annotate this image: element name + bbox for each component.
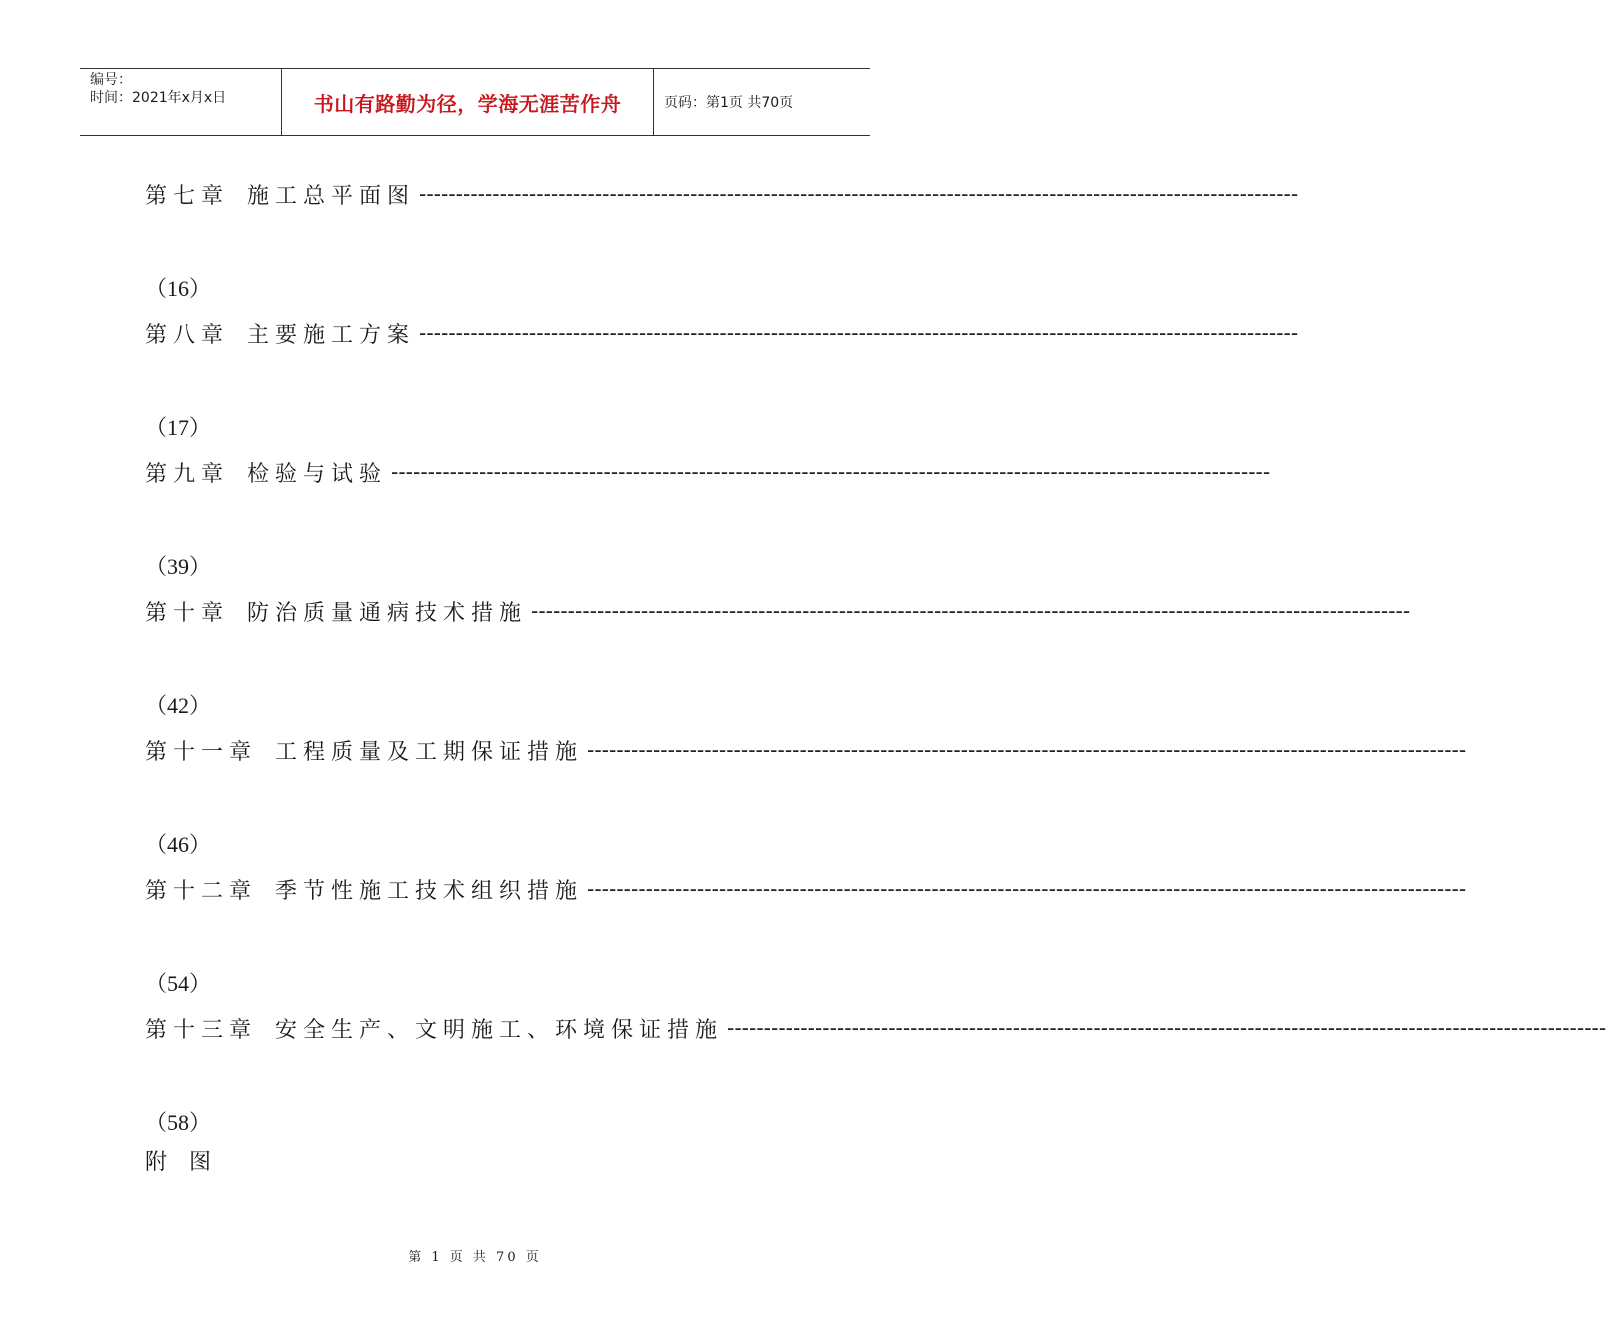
toc-entry bbox=[145, 311, 1299, 450]
document-number-label: 编号： bbox=[90, 72, 132, 88]
table-of-contents bbox=[145, 172, 1606, 1145]
toc-page: （46） bbox=[145, 832, 212, 857]
toc-page: （54） bbox=[145, 971, 212, 996]
toc-page: （39） bbox=[145, 554, 212, 579]
toc-entry bbox=[145, 172, 1299, 311]
page-header bbox=[80, 68, 870, 136]
toc-entry bbox=[145, 450, 1271, 589]
toc-chapter: 第九章 bbox=[145, 461, 230, 487]
toc-chapter: 第十三章 bbox=[145, 1017, 258, 1043]
toc-title: 安全生产、文明施工、环境保证措施 bbox=[275, 1017, 724, 1043]
toc-chapter: 第七章 bbox=[145, 183, 230, 209]
toc-page: （42） bbox=[145, 693, 212, 718]
toc-page: （16） bbox=[145, 276, 212, 301]
toc-entry bbox=[145, 728, 1467, 867]
toc-leader: ------------------------------------------------------------------------------------------------------------------------ bbox=[587, 876, 1467, 901]
toc-title: 防治质量通病技术措施 bbox=[247, 600, 528, 626]
toc-chapter: 第十章 bbox=[145, 600, 230, 626]
toc-chapter: 第十一章 bbox=[145, 739, 258, 765]
toc-entry bbox=[145, 867, 1467, 1006]
header-meta bbox=[80, 69, 282, 135]
toc-entry bbox=[145, 589, 1411, 728]
toc-page: （58） bbox=[145, 1110, 212, 1135]
header-page-info: 页码：第1页 共70页 bbox=[664, 95, 794, 111]
toc-title: 工程质量及工期保证措施 bbox=[275, 739, 584, 765]
header-motto-cell bbox=[282, 69, 654, 135]
toc-page: （17） bbox=[145, 415, 212, 440]
toc-title: 施工总平面图 bbox=[247, 183, 416, 209]
toc-chapter: 第十二章 bbox=[145, 878, 258, 904]
header-motto: 书山有路勤为径，学海无涯苦作舟 bbox=[313, 91, 622, 116]
toc-leader: ------------------------------------------------------------------------------------------------------------------------ bbox=[419, 181, 1299, 206]
toc-entry bbox=[145, 1006, 1606, 1145]
toc-title: 主要施工方案 bbox=[247, 322, 416, 348]
toc-leader: ------------------------------------------------------------------------------------------------------------------------ bbox=[391, 459, 1271, 484]
toc-title: 季节性施工技术组织措施 bbox=[275, 878, 584, 904]
document-time: 时间：2021年x月x日 bbox=[90, 90, 227, 106]
toc-leader: ------------------------------------------------------------------------------------------------------------------------ bbox=[531, 598, 1411, 623]
toc-leader: ------------------------------------------------------------------------------------------------------------------------ bbox=[419, 320, 1299, 345]
toc-leader: ------------------------------------------------------------------------------------------------------------------------ bbox=[727, 1015, 1606, 1040]
toc-chapter: 第八章 bbox=[145, 322, 230, 348]
page-footer: 第 1 页 共 70 页 bbox=[408, 1250, 542, 1265]
toc-leader: ------------------------------------------------------------------------------------------------------------------------ bbox=[587, 737, 1467, 762]
toc-title: 检验与试验 bbox=[247, 461, 388, 487]
appendix-heading: 附图 bbox=[145, 1150, 234, 1175]
